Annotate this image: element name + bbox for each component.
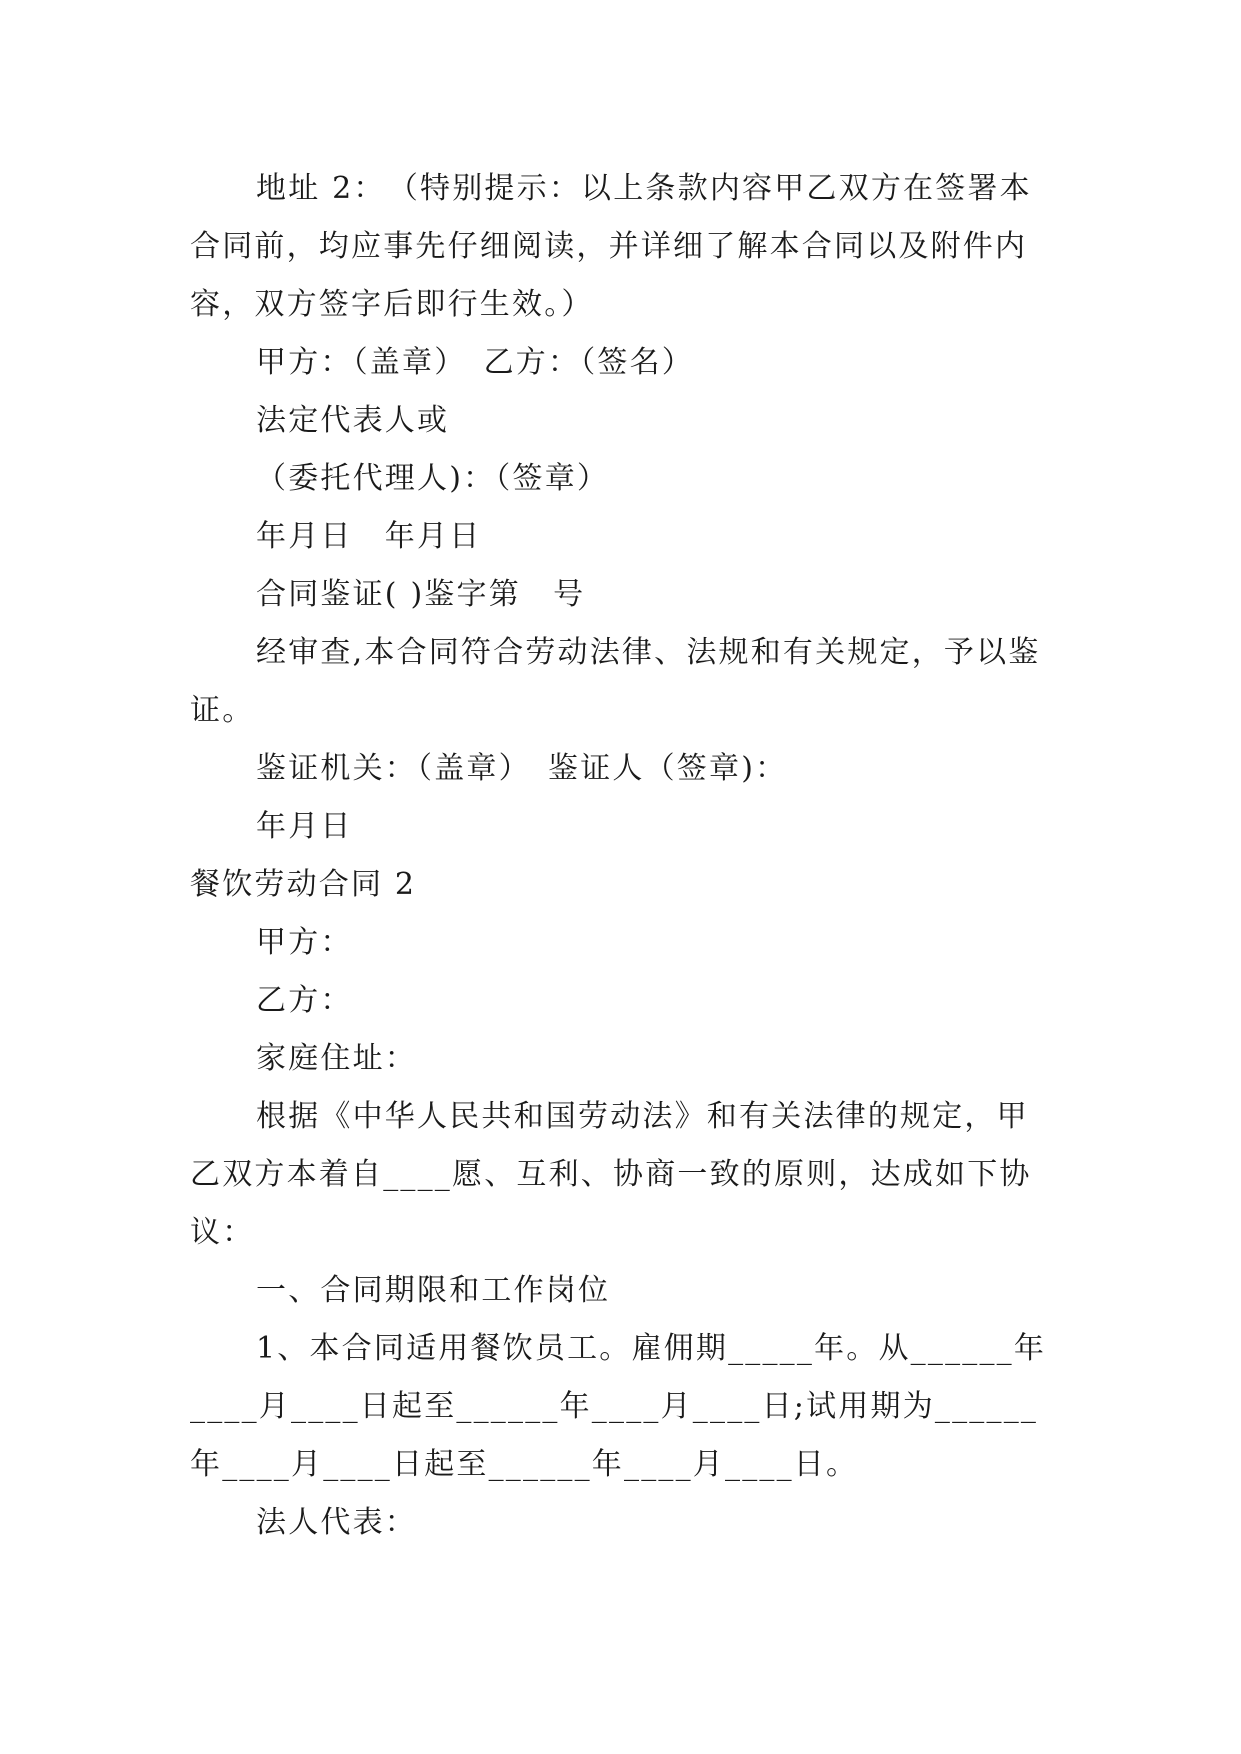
paragraph-home-address: 家庭住址： bbox=[256, 1041, 417, 1076]
clause-heading-term-and-position: 一、合同期限和工作岗位 bbox=[256, 1273, 611, 1308]
paragraph-authorized-agent: （委托代理人)：（签章） bbox=[256, 461, 610, 496]
paragraph-legal-basis: 根据《中华人民共和国劳动法》和有关法律的规定，甲乙双方本着自____愿、互利、协商一致的原则，达成如下协议： bbox=[190, 1099, 1032, 1250]
clause-employment-term: 1、本合同适用餐饮员工。雇佣期_____年。从______年____月____日起至______年____月____日;试用期为______年____月____日起至______年____月____日。 bbox=[190, 1331, 1047, 1482]
paragraph-party-signatures: 甲方：（盖章） 乙方：（签名） bbox=[256, 345, 694, 380]
paragraph-address-notice: 地址 2： （特别提示：以上条款内容甲乙双方在签署本合同前，均应事先仔细阅读，并详细了解本合同以及附件内容，双方签字后即行生效。） bbox=[190, 171, 1032, 322]
document-page bbox=[190, 160, 1052, 1552]
paragraph-signature-dates: 年月日 年月日 bbox=[256, 519, 482, 554]
section-title: 餐饮劳动合同 2 bbox=[190, 867, 417, 902]
paragraph-legal-person-representative: 法人代表： bbox=[256, 1505, 417, 1540]
paragraph-party-a: 甲方： bbox=[256, 925, 353, 960]
paragraph-authentication-authority: 鉴证机关：（盖章） 鉴证人（签章)： bbox=[256, 751, 788, 786]
paragraph-authentication-statement: 经审查,本合同符合劳动法律、法规和有关规定，予以鉴证。 bbox=[190, 635, 1041, 728]
paragraph-contract-authentication-number: 合同鉴证( )鉴字第 号 bbox=[256, 577, 586, 612]
paragraph-legal-representative: 法定代表人或 bbox=[256, 403, 450, 438]
paragraph-party-b: 乙方： bbox=[256, 983, 353, 1018]
paragraph-authentication-date: 年月日 bbox=[256, 809, 353, 844]
